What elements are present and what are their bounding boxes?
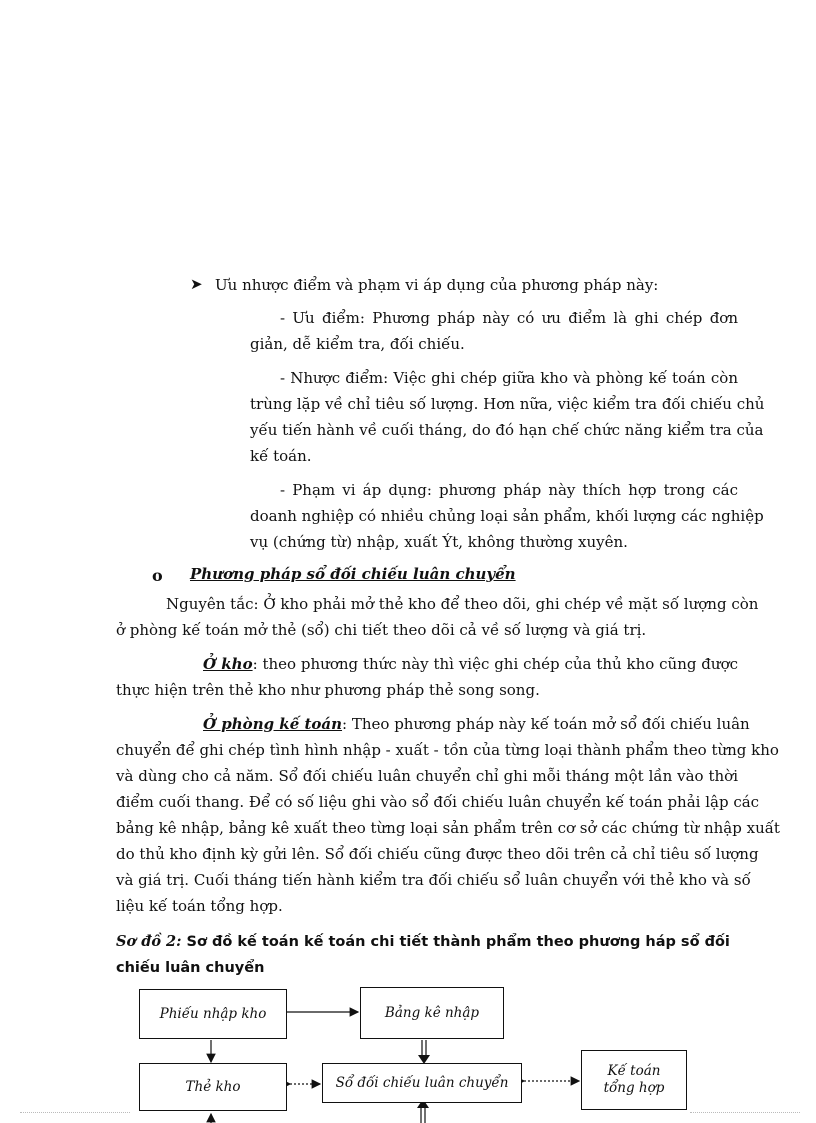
- box-the-kho: Thẻ kho: [139, 1063, 287, 1111]
- phong-line-6: do thủ kho định kỳ gửi lên. Sổ đối chiếu cũng được theo dõi trên cả chỉ tiêu số lượng: [116, 845, 759, 863]
- phong-line-1-text: : Theo phương pháp này kế toán mở sổ đối chiếu luân: [342, 715, 750, 733]
- box-so-doi-chieu-luan-chuyen: Sổ đối chiếu luân chuyển: [322, 1063, 522, 1103]
- caption-prefix: Sơ đồ 2:: [116, 933, 182, 950]
- pros-line-2: giản, dễ kiểm tra, đối chiếu.: [250, 335, 465, 353]
- cons-line-4: kế toán.: [250, 447, 312, 465]
- page-edge-dots-right: [690, 1112, 800, 1114]
- circle-bullet-icon: o: [152, 566, 163, 585]
- cons-line-3: yếu tiến hành về cuối tháng, do đó hạn chế chức năng kiểm tra của: [250, 421, 764, 439]
- phong-line-4: điểm cuối thang. Để có số liệu ghi vào sổ đối chiếu luân chuyển kế toán phải lập các: [116, 793, 760, 811]
- caption-text: Sơ đồ kế toán kế toán chi tiết thành phẩm theo phương háp sổ đối chiếu luân chuyển: [116, 934, 730, 976]
- box-bang-ke-nhap: Bảng kê nhập: [360, 987, 504, 1039]
- cons-line-1: - Nhược điểm: Việc ghi chép giữa kho và phòng kế toán còn: [280, 369, 738, 387]
- pros-line-1: - Ưu điểm: Phương pháp này có ưu điểm là ghi chép đơn: [280, 309, 738, 327]
- kho-line-1-text: : theo phương thức này thì việc ghi chép của thủ kho cũng được: [252, 655, 738, 673]
- kho-label: Ở kho: [203, 655, 253, 673]
- scope-line-2: doanh nghiệp có nhiều chủng loại sản phẩm, khối lượng các nghiệp: [250, 507, 764, 525]
- advantages-heading: Ưu nhược điểm và phạm vi áp dụng của phương pháp này:: [215, 276, 659, 294]
- phong-line-7: và giá trị. Cuối tháng tiến hành kiểm tra đối chiếu sổ luân chuyển với thẻ kho và số: [116, 871, 751, 889]
- page-edge-dots-left: [20, 1112, 130, 1114]
- phong-line-2: chuyển để ghi chép tình hình nhập - xuất - tồn của từng loại thành phẩm theo từng kho: [116, 741, 779, 759]
- phong-label: Ở phòng kế toán: [203, 715, 343, 733]
- phong-line-8: liệu kế toán tổng hợp.: [116, 897, 283, 915]
- scope-line-1: - Phạm vi áp dụng: phương pháp này thích hợp trong các: [280, 481, 738, 499]
- kho-line-2: thực hiện trên thẻ kho như phương pháp thẻ song song.: [116, 681, 540, 699]
- phong-line-5: bảng kê nhập, bảng kê xuất theo từng loại sản phẩm trên cơ sở các chứng từ nhập xuất: [116, 819, 780, 837]
- phong-line-3: và dùng cho cả năm. Sổ đối chiếu luân chuyển chỉ ghi mỗi tháng một lần vào thời: [116, 767, 738, 785]
- principle-line-1: Nguyên tắc: Ở kho phải mở thẻ kho để theo dõi, ghi chép về mặt số lượng còn: [166, 595, 759, 613]
- box-phieu-nhap-kho: Phiếu nhập kho: [139, 989, 287, 1039]
- ke-toan-label-2: tổng hợp: [603, 1080, 665, 1096]
- principle-line-2: ở phòng kế toán mở thẻ (sổ) chi tiết theo dõi cả về số lượng và giá trị.: [116, 621, 647, 639]
- scope-line-3: vụ (chứng từ) nhập, xuất Ýt, không thường xuyên.: [250, 533, 628, 551]
- section-title: Phương pháp sổ đối chiếu luân chuyển: [190, 565, 516, 583]
- box-ke-toan-tong-hop: [581, 1050, 687, 1110]
- cons-line-2: trùng lặp về chỉ tiêu số lượng. Hơn nữa, việc kiểm tra đối chiếu chủ: [250, 395, 765, 413]
- ke-toan-label-1: Kế toán: [607, 1063, 661, 1079]
- arrow-bullet-icon: ➤: [190, 275, 203, 293]
